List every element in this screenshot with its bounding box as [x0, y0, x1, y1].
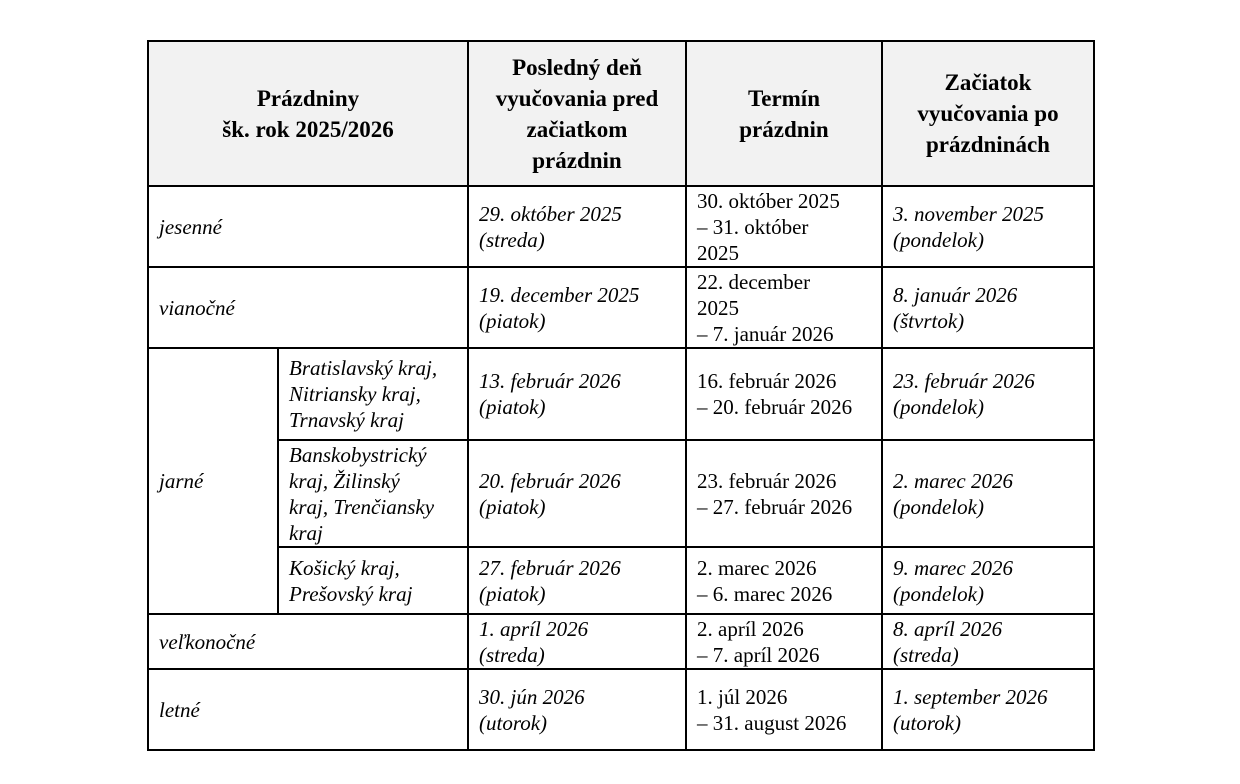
holiday-name: vianočné [148, 267, 468, 348]
start-cell: 8. január 2026 (štvrtok) [882, 267, 1094, 348]
table-row [148, 669, 1094, 750]
holiday-name: jarné [148, 348, 278, 614]
start-cell: 9. marec 2026 (pondelok) [882, 547, 1094, 614]
start-cell: 3. november 2025 (pondelok) [882, 186, 1094, 267]
header-holidays: Prázdniny šk. rok 2025/2026 [148, 41, 468, 186]
region-cell: Bratislavský kraj, Nitriansky kraj, Trnavský kraj [278, 348, 468, 440]
table-row [148, 267, 1094, 348]
last-day-cell: 13. február 2026 (piatok) [468, 348, 686, 440]
start-cell: 23. február 2026 (pondelok) [882, 348, 1094, 440]
term-cell: 2. apríl 2026 – 7. apríl 2026 [686, 614, 882, 669]
region-cell: Banskobystrický kraj, Žilinský kraj, Trenčiansky kraj [278, 440, 468, 547]
last-day-cell: 27. február 2026 (piatok) [468, 547, 686, 614]
table-row [148, 440, 1094, 547]
last-day-cell: 19. december 2025 (piatok) [468, 267, 686, 348]
term-cell: 2. marec 2026 – 6. marec 2026 [686, 547, 882, 614]
header-term: Termín prázdnin [686, 41, 882, 186]
holiday-name: jesenné [148, 186, 468, 267]
table-row [148, 186, 1094, 267]
last-day-cell: 1. apríl 2026 (streda) [468, 614, 686, 669]
term-cell: 23. február 2026 – 27. február 2026 [686, 440, 882, 547]
last-day-cell: 29. október 2025 (streda) [468, 186, 686, 267]
holiday-name: letné [148, 669, 468, 750]
last-day-cell: 20. február 2026 (piatok) [468, 440, 686, 547]
start-cell: 2. marec 2026 (pondelok) [882, 440, 1094, 547]
term-cell: 16. február 2026 – 20. február 2026 [686, 348, 882, 440]
table-row [148, 348, 1094, 440]
header-last-day: Posledný deň vyučovania pred začiatkom prázdnin [468, 41, 686, 186]
last-day-cell: 30. jún 2026 (utorok) [468, 669, 686, 750]
school-holidays-table [147, 40, 1095, 751]
term-cell: 30. október 2025 – 31. október 2025 [686, 186, 882, 267]
table-row [148, 614, 1094, 669]
table-header-row [148, 41, 1094, 186]
start-cell: 8. apríl 2026 (streda) [882, 614, 1094, 669]
region-cell: Košický kraj, Prešovský kraj [278, 547, 468, 614]
term-cell: 22. december 2025 – 7. január 2026 [686, 267, 882, 348]
start-cell: 1. september 2026 (utorok) [882, 669, 1094, 750]
header-start: Začiatok vyučovania po prázdninách [882, 41, 1094, 186]
term-cell: 1. júl 2026 – 31. august 2026 [686, 669, 882, 750]
table-row [148, 547, 1094, 614]
holiday-name: veľkonočné [148, 614, 468, 669]
